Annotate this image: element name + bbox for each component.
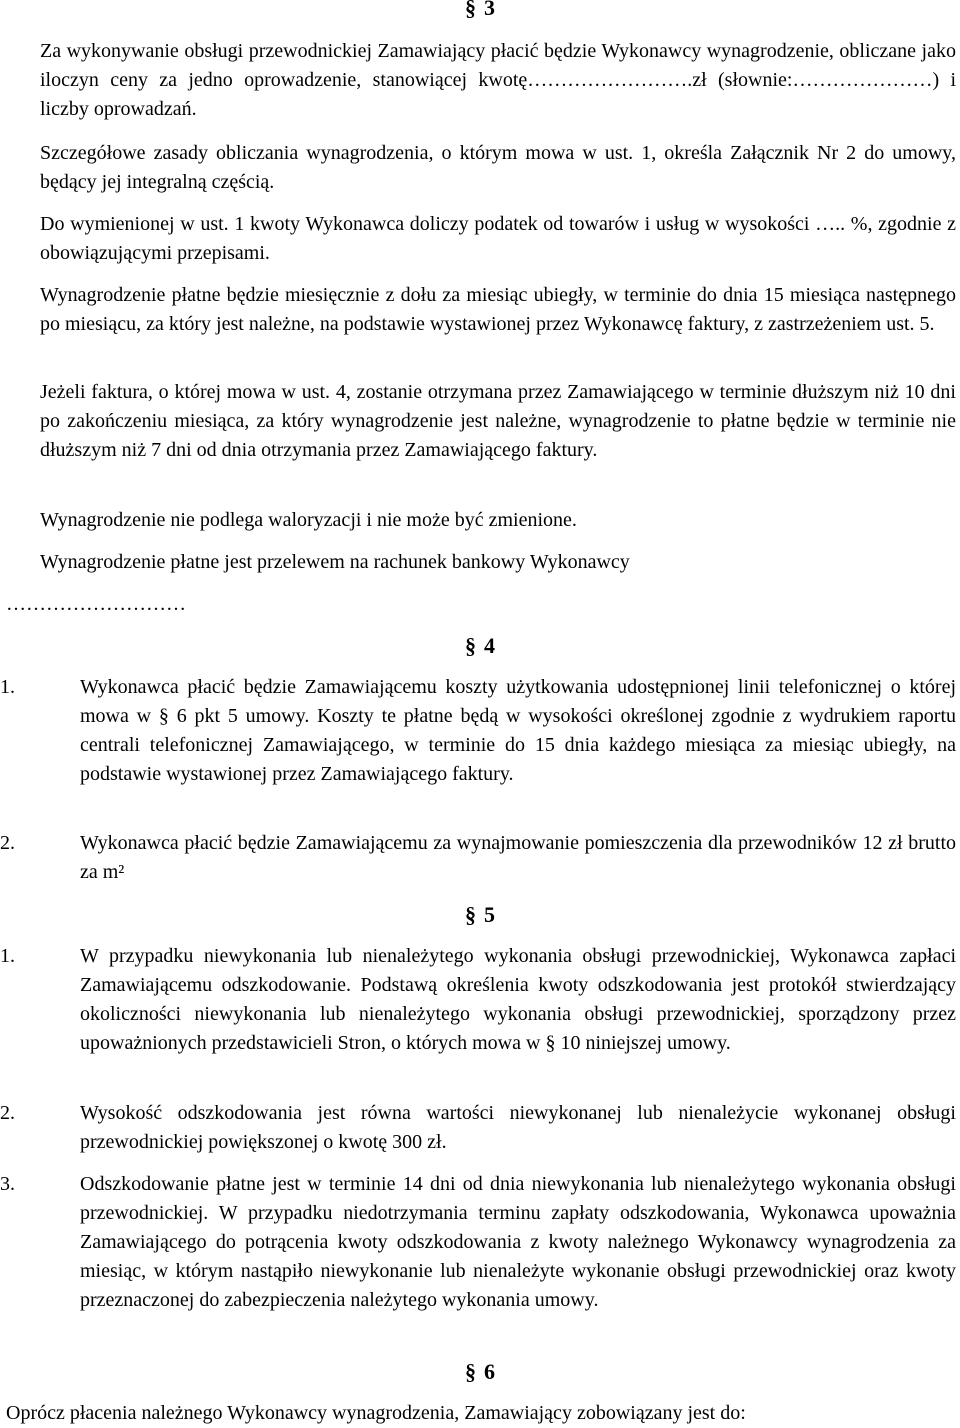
s5-item-1: [0, 942, 956, 1058]
item-text: Odszkodowanie płatne jest w terminie 14 dni od dnia niewykonania lub nienależytego wykonania obsługi przewodnickiej. W przypadku niedotrzymania terminu zapłaty odszkodowania, Wykonawca upoważnia Zamawiającego do potrącenia kwoty odszkodowania z kwoty należnego Wykonawcy wynagrodzenia za miesiąc, w którym nastąpiło niewykonanie lub nienależyte wykonanie obsługi przewodnickiej oraz kwoty przeznaczonej do zabezpieczenia należytego wykonania umowy.: [80, 1173, 956, 1311]
s3-item-3: [40, 210, 956, 268]
item-number: 2.: [0, 832, 15, 854]
item-number: [6, 506, 40, 535]
item-number: 2.: [0, 1102, 15, 1124]
section-number: 6: [484, 1359, 495, 1384]
s3-item-7: [40, 548, 956, 577]
s5-item-3: [0, 1170, 956, 1315]
section-number: 4: [484, 633, 495, 658]
section-5-heading: [0, 901, 960, 929]
item-text: Szczegółowe zasady obliczania wynagrodzenia, o którym mowa w ust. 1, określa Załącznik Nr 2 do umowy, będący jej integralną częścią.: [40, 142, 956, 193]
s3-item-1: [40, 37, 956, 124]
item-number: 3.: [0, 1173, 15, 1195]
s4-item-1: [0, 673, 956, 789]
section-number: 5: [484, 902, 495, 927]
account-number-placeholder: ………………………: [6, 593, 186, 615]
section-symbol: §: [465, 633, 476, 658]
section-symbol: §: [465, 1359, 476, 1384]
s5-item-2: [0, 1099, 956, 1157]
item-text: W przypadku niewykonania lub nienależytego wykonania obsługi przewodnickiej, Wykonawca zapłaci Zamawiającemu odszkodowanie. Podstawą określenia kwoty odszkodowania jest protokół stwierdzający okoliczności niewykonania lub nienależytego wykonania obsługi przewodnickiej, sporządzony przez upoważnionych przedstawicieli Stron, o których mowa w § 10 niniejszej umowy.: [80, 945, 956, 1054]
section-4-heading: [0, 632, 960, 660]
item-text: Za wykonywanie obsługi przewodnickiej Zamawiający płacić będzie Wykonawcy wynagrodzenie, obliczane jako iloczyn ceny za jedno oprowadzenie, stanowiącej kwotę…………………….zł (słownie:…………………) i liczby oprowadzań.: [40, 40, 956, 120]
item-number: 1.: [0, 676, 15, 698]
s3-item-6: [40, 506, 956, 535]
section-6-heading: [0, 1358, 960, 1386]
item-number: [6, 210, 40, 239]
item-text: Wynagrodzenie płatne będzie miesięcznie z dołu za miesiąc ubiegły, w terminie do dnia 15 miesiąca następnego po miesiącu, za który jest należne, na podstawie wystawionej przez Wykonawcę faktury, z zastrzeżeniem ust. 5.: [40, 284, 956, 335]
s3-item-2: [40, 139, 956, 197]
item-text: Wysokość odszkodowania jest równa wartości niewykonanej lub nienależycie wykonanej obsługi przewodnickiej powiększonej o kwotę 300 zł.: [80, 1102, 956, 1153]
s3-item-4: [40, 281, 956, 339]
item-number: [6, 281, 40, 310]
item-number: [6, 37, 40, 66]
item-number: 1.: [0, 945, 15, 967]
item-text: Wykonawca płacić będzie Zamawiającemu za wynajmowanie pomieszczenia dla przewodników 12 zł brutto za m²: [80, 832, 956, 883]
section-symbol: §: [465, 902, 476, 927]
item-text: Wynagrodzenie płatne jest przelewem na rachunek bankowy Wykonawcy: [40, 551, 630, 573]
s6-intro: Oprócz płacenia należnego Wykonawcy wynagrodzenia, Zamawiający zobowiązany jest do:: [6, 1402, 746, 1424]
item-text: Jeżeli faktura, o której mowa w ust. 4, zostanie otrzymana przez Zamawiającego w terminie dłuższym niż 10 dni po zakończeniu miesiąca, za który wynagrodzenie jest należne, wynagrodzenie to płatne będzie w terminie nie dłuższym niż 7 dni od dnia otrzymania przez Zamawiającego faktury.: [40, 381, 956, 461]
item-text: Wykonawca płacić będzie Zamawiającemu koszty użytkowania udostępnionej linii telefonicznej o której mowa w § 6 pkt 5 umowy. Koszty te płatne będą w wysokości określonej zgodnie z wydrukiem raportu centrali telefonicznej Zamawiającego, w terminie do 15 dnia każdego miesiąca za miesiąc ubiegły, na podstawie wystawionej przez Zamawiającego faktury.: [80, 676, 956, 785]
item-number: [6, 139, 40, 168]
item-number: [6, 378, 40, 407]
item-number: [6, 548, 40, 577]
s3-item-5: [40, 378, 956, 465]
s4-item-2: [0, 829, 956, 887]
section-symbol: §: [465, 0, 476, 20]
item-text: Do wymienionej w ust. 1 kwoty Wykonawca doliczy podatek od towarów i usług w wysokości ….. %, zgodnie z obowiązującymi przepisami.: [40, 213, 956, 264]
section-number: 3: [484, 0, 495, 20]
section-3-heading: [0, 0, 960, 22]
item-text: Wynagrodzenie nie podlega waloryzacji i nie może być zmienione.: [40, 509, 577, 531]
